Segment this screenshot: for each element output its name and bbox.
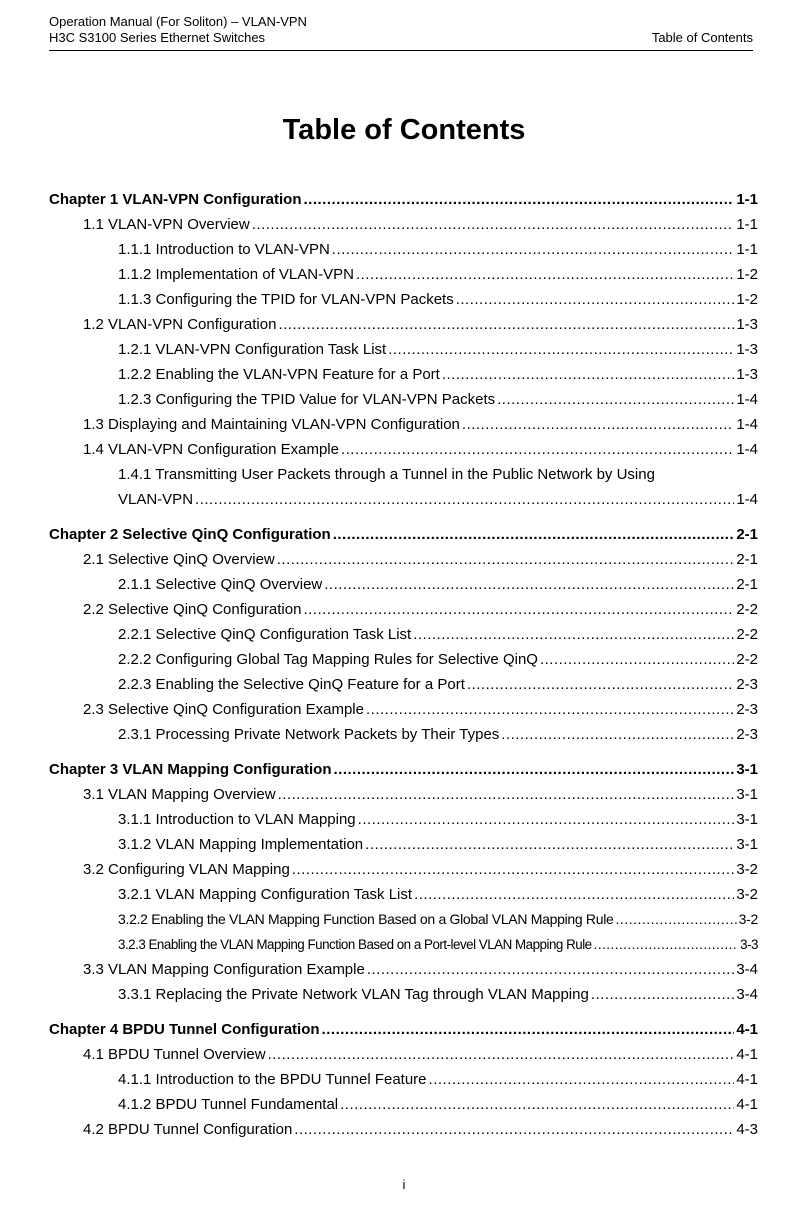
toc-leader (358, 810, 735, 829)
toc-subsection[interactable] (49, 340, 758, 365)
toc-section[interactable] (49, 440, 758, 465)
toc-entry-text: 2.1.1 Selective QinQ Overview (118, 576, 323, 593)
toc-page: 4-1 (736, 1021, 758, 1038)
toc-leader (278, 785, 735, 804)
toc-leader (277, 550, 735, 569)
toc-leader (252, 215, 735, 234)
toc-leader (467, 675, 734, 694)
toc-subsection[interactable] (49, 835, 758, 860)
toc-leader (497, 390, 734, 409)
toc-leader (341, 440, 734, 459)
toc-leader (268, 1045, 735, 1064)
toc-section[interactable] (49, 600, 758, 625)
header-line2 (49, 30, 753, 46)
toc-entry-text: 1.4 VLAN-VPN Configuration Example (83, 441, 339, 458)
toc-subsection[interactable] (49, 725, 758, 750)
toc-subsection-line2[interactable] (49, 490, 758, 515)
toc-leader (367, 960, 734, 979)
toc-subsection[interactable] (49, 985, 758, 1010)
toc-subsection[interactable] (49, 265, 758, 290)
toc-page: 2-3 (736, 701, 758, 718)
header-product: H3C S3100 Series Ethernet Switches (49, 30, 266, 45)
toc-entry-text: 3.3 VLAN Mapping Configuration Example (83, 961, 365, 978)
toc-leader (303, 600, 734, 619)
toc-entry-text: 4.2 BPDU Tunnel Configuration (83, 1121, 293, 1138)
toc-leader (501, 725, 734, 744)
toc-leader (340, 1095, 734, 1114)
toc-entry-text: 1.1 VLAN-VPN Overview (83, 216, 250, 233)
toc-entry-text: 3.2.2 Enabling the VLAN Mapping Function Based on a Global VLAN Mapping Rule (118, 911, 614, 927)
toc-section[interactable] (49, 1120, 758, 1145)
toc-page: 4-3 (736, 1121, 758, 1138)
toc-entry-text: 1.1.3 Configuring the TPID for VLAN-VPN Packets (118, 291, 454, 308)
toc-page: 2-2 (736, 626, 758, 643)
toc-section[interactable] (49, 700, 758, 725)
running-header (49, 14, 753, 46)
toc-chapter[interactable] (49, 1020, 758, 1045)
toc-leader (278, 315, 734, 334)
toc-leader (332, 240, 735, 259)
toc-entry-text: 1.2.3 Configuring the TPID Value for VLAN-VPN Packets (118, 391, 496, 408)
toc-entry-text: 2.2 Selective QinQ Configuration (83, 601, 302, 618)
toc-entry-text: 4.1.2 BPDU Tunnel Fundamental (118, 1096, 339, 1113)
toc-page: 1-1 (736, 241, 758, 258)
toc-section[interactable] (49, 415, 758, 440)
toc-leader (294, 1120, 734, 1139)
toc-subsection[interactable] (49, 390, 758, 415)
toc-page: 1-4 (736, 441, 758, 458)
toc-page: 1-3 (736, 366, 758, 383)
toc-leader (413, 625, 734, 644)
toc-entry-text: Chapter 2 Selective QinQ Configuration (49, 526, 331, 543)
toc-page: 1-3 (736, 341, 758, 358)
toc-section[interactable] (49, 550, 758, 575)
toc-entry-text: 2.2.3 Enabling the Selective QinQ Feature for a Port (118, 676, 465, 693)
toc-leader (429, 1070, 735, 1089)
toc-subsection[interactable] (49, 810, 758, 835)
toc-page: 3-4 (736, 961, 758, 978)
toc-leader (591, 985, 734, 1004)
toc-subsection[interactable] (49, 935, 758, 960)
toc-leader (195, 490, 734, 509)
toc-leader (322, 1020, 735, 1039)
toc-subsection[interactable] (49, 365, 758, 390)
toc-subsection[interactable] (49, 575, 758, 600)
toc-leader (388, 340, 734, 359)
toc-entry-text: Chapter 3 VLAN Mapping Configuration (49, 761, 332, 778)
toc-page: 2-1 (736, 526, 758, 543)
toc-section[interactable] (49, 960, 758, 985)
toc-leader (324, 575, 734, 594)
toc-subsection[interactable] (49, 650, 758, 675)
toc-entry-text: Chapter 1 VLAN-VPN Configuration (49, 191, 302, 208)
toc-chapter[interactable] (49, 760, 758, 785)
toc-page: 2-3 (736, 726, 758, 743)
toc-subsection[interactable] (49, 625, 758, 650)
toc-page: 3-2 (738, 911, 758, 927)
toc-entry-text: 3.1.2 VLAN Mapping Implementation (118, 836, 364, 853)
toc-section[interactable] (49, 215, 758, 240)
toc-page: 3-3 (740, 937, 758, 952)
toc-entry-text: 4.1 BPDU Tunnel Overview (83, 1046, 266, 1063)
toc-entry-text: 3.3.1 Replacing the Private Network VLAN Tag through VLAN Mapping (118, 986, 589, 1003)
toc-entry-text: 3.2.1 VLAN Mapping Configuration Task List (118, 886, 413, 903)
toc-entry-text: 1.4.1 Transmitting User Packets through a Tunnel in the Public Network by Using (118, 466, 655, 483)
toc-leader (540, 650, 734, 669)
toc-subsection[interactable] (49, 675, 758, 700)
toc-leader (456, 290, 735, 309)
toc-entry-text: 1.3 Displaying and Maintaining VLAN-VPN Configuration (83, 416, 460, 433)
toc-page: 2-3 (736, 676, 758, 693)
toc-page: 1-4 (736, 391, 758, 408)
toc-page: 3-1 (736, 761, 758, 778)
header-rule (49, 50, 753, 51)
toc-subsection[interactable] (49, 910, 758, 935)
toc-subsection[interactable] (49, 1070, 758, 1095)
toc-leader (594, 935, 739, 954)
toc-page: 3-1 (736, 786, 758, 803)
toc-leader (442, 365, 734, 384)
toc-page: 1-1 (736, 216, 758, 233)
toc-entry-text: 3.2.3 Enabling the VLAN Mapping Function Based on a Port-level VLAN Mapping Rule (118, 937, 592, 952)
toc-page: 3-1 (736, 836, 758, 853)
toc-leader (333, 525, 735, 544)
toc-entry-text: 3.2 Configuring VLAN Mapping (83, 861, 290, 878)
toc-entry-text: 3.1 VLAN Mapping Overview (83, 786, 276, 803)
toc-page: 2-1 (736, 551, 758, 568)
page-title: Table of Contents (282, 114, 526, 146)
toc-entry-text: 2.2.1 Selective QinQ Configuration Task List (118, 626, 412, 643)
toc-subsection[interactable] (49, 290, 758, 315)
toc-leader (334, 760, 735, 779)
toc-leader (616, 910, 737, 929)
toc-page: 4-1 (736, 1046, 758, 1063)
toc-page: 3-1 (736, 811, 758, 828)
toc-page: 2-2 (736, 601, 758, 618)
toc-leader (365, 835, 734, 854)
toc-page: 4-1 (736, 1096, 758, 1113)
toc-leader (292, 860, 735, 879)
toc-chapter[interactable] (49, 525, 758, 550)
toc-leader (356, 265, 734, 284)
toc-entry-text: 2.1 Selective QinQ Overview (83, 551, 275, 568)
toc-page: 4-1 (736, 1071, 758, 1088)
toc-page: 1-1 (736, 191, 758, 208)
toc-page: 2-1 (736, 576, 758, 593)
toc-section[interactable] (49, 315, 758, 340)
header-section: Table of Contents (651, 30, 753, 45)
toc-leader (304, 190, 735, 209)
toc-subsection-line1[interactable] (49, 465, 758, 490)
toc-leader (366, 700, 734, 719)
toc-entry-text: 2.3 Selective QinQ Configuration Example (83, 701, 364, 718)
toc-page: 3-2 (736, 861, 758, 878)
toc-section[interactable] (49, 860, 758, 885)
toc-page: 1-3 (736, 316, 758, 333)
toc-page: 1-2 (736, 291, 758, 308)
toc-entry-text: 1.1.2 Implementation of VLAN-VPN (118, 266, 354, 283)
toc-entry-text: 3.1.1 Introduction to VLAN Mapping (118, 811, 356, 828)
toc-subsection[interactable] (49, 240, 758, 265)
toc-entry-text: Chapter 4 BPDU Tunnel Configuration (49, 1021, 320, 1038)
toc-entry-text: 2.2.2 Configuring Global Tag Mapping Rules for Selective QinQ (118, 651, 538, 668)
toc-leader (414, 885, 734, 904)
toc-page: 1-4 (736, 491, 758, 508)
toc-entry-text: 2.3.1 Processing Private Network Packets by Their Types (118, 726, 500, 743)
toc-leader (462, 415, 734, 434)
toc-entry-text: 1.2.2 Enabling the VLAN-VPN Feature for a Port (118, 366, 440, 383)
toc-section[interactable] (49, 1045, 758, 1070)
toc-entry-text: 4.1.1 Introduction to the BPDU Tunnel Feature (118, 1071, 427, 1088)
toc-entry-text: 1.2 VLAN-VPN Configuration (83, 316, 277, 333)
toc-entry-text: VLAN-VPN (118, 491, 194, 508)
toc-page: 3-2 (736, 886, 758, 903)
page-number: i (402, 1177, 406, 1192)
toc-page: 1-2 (736, 266, 758, 283)
toc-subsection[interactable] (49, 885, 758, 910)
toc-entry-text: 1.1.1 Introduction to VLAN-VPN (118, 241, 330, 258)
toc-list (49, 190, 758, 1145)
toc-page: 1-4 (736, 416, 758, 433)
toc-entry-text: 1.2.1 VLAN-VPN Configuration Task List (118, 341, 387, 358)
header-manual-title: Operation Manual (For Soliton) – VLAN-VPN (49, 14, 307, 29)
toc-page: 3-4 (736, 986, 758, 1003)
toc-subsection[interactable] (49, 1095, 758, 1120)
toc-chapter[interactable] (49, 190, 758, 215)
toc-section[interactable] (49, 785, 758, 810)
toc-page: 2-2 (736, 651, 758, 668)
